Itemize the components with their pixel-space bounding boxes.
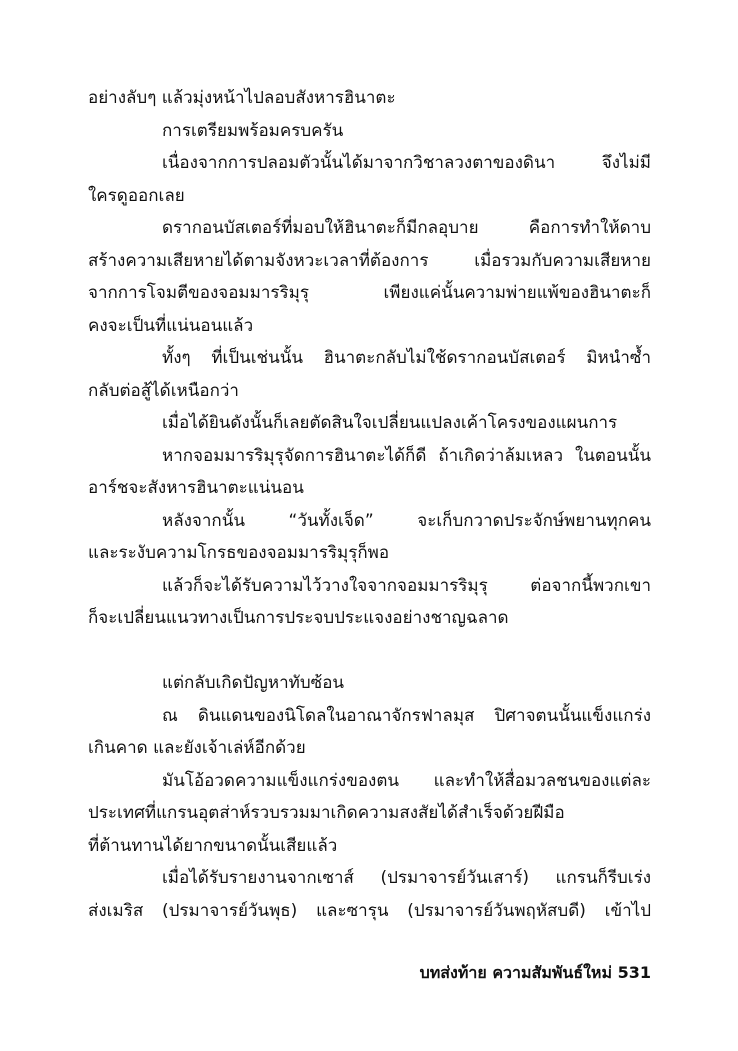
text-line: ณ ดินแดนของนิโดลในอาณาจักรฟาลมุส ปิศาจตนนั้นแข็งแกร่ง [162,705,651,726]
text-line: จากการโจมตีของจอมมารริมุรุ เพียงแค่นั้นความพ่ายแพ้ของฮินาตะก็ [88,283,651,303]
text-line: หลังจากนั้น “วันทั้งเจ็ด” จะเก็บกวาดประจักษ์พยานทุกคน [162,510,651,531]
text-line: ก็จะเปลี่ยนแนวทางเป็นการประจบประแจงอย่างชาญฉลาด [88,608,509,628]
blank-line [88,635,651,668]
text-line: ดรากอนบัสเตอร์ที่มอบให้ฮินาตะก็มีกลอุบาย คือการทำให้ดาบ [162,218,651,238]
text-line: เมื่อได้ยินดังนั้นก็เลยตัดสินใจเปลี่ยนแปลงเค้าโครงของแผนการ [162,413,618,433]
text-line: แต่กลับเกิดปัญหาทับซ้อน [162,673,345,693]
text-line: เกินคาด และยังเจ้าเล่ห์อีกด้วย [88,738,306,758]
text-line: การเตรียมพร้อมครบครัน [162,120,344,141]
page-body [88,82,651,927]
text-line: ประเทศที่แกรนอุตส่าห์รวบรวมมาเกิดความสงสัยได้สำเร็จด้วยฝีมือ [88,803,565,823]
text-line: ทั้งๆ ที่เป็นเช่นนั้น ฮินาตะกลับไม่ใช้ดรากอนบัสเตอร์ มิหนำซ้ำ [162,348,651,368]
text-line: กลับต่อสู้ได้เหนือกว่า [88,380,239,401]
text-line: หากจอมมารริมุรุจัดการฮินาตะได้ก็ดี ถ้าเกิดว่าล้มเหลว ในตอนนั้น [162,445,651,466]
text-line: ใครดูออกเลย [88,185,185,206]
text-line: ที่ต้านทานได้ยากขนาดนั้นเสียแล้ว [88,835,338,856]
text-line: อย่างลับๆ แล้วมุ่งหน้าไปลอบสังหารฮินาตะ [88,88,396,108]
text-line: เมื่อได้รับรายงานจากเซาส์ (ปรมาจารย์วันเสาร์) แกรนก็รีบเร่ง [162,868,651,888]
page-footer: บทส่งท้าย ความสัมพันธ์ใหม่ 531 [419,963,651,982]
text-line: คงจะเป็นที่แน่นอนแล้ว [88,315,254,336]
text-line: และระงับความโกรธของจอมมารริมุรุก็พอ [88,543,390,563]
text-line: ส่งเมริส (ปรมาจารย์วันพุธ) และซารุน (ปรมาจารย์วันพฤหัสบดี) เข้าไป [88,900,651,921]
text-line: อาร์ชจะสังหารฮินาตะแน่นอน [88,478,304,498]
text-line: เนื่องจากการปลอมตัวนั้นได้มาจากวิชาลวงตาของดินา จึงไม่มี [162,153,651,173]
text-line: แล้วก็จะได้รับความไว้วางใจจากจอมมารริมุรุ ต่อจากนี้พวกเขา [162,575,651,596]
text-line: สร้างความเสียหายได้ตามจังหวะเวลาที่ต้องการ เมื่อรวมกับความเสียหาย [88,250,651,271]
text-line: มันโอ้อวดความแข็งแกร่งของตน และทำให้สื่อมวลชนของแต่ละ [162,770,651,791]
